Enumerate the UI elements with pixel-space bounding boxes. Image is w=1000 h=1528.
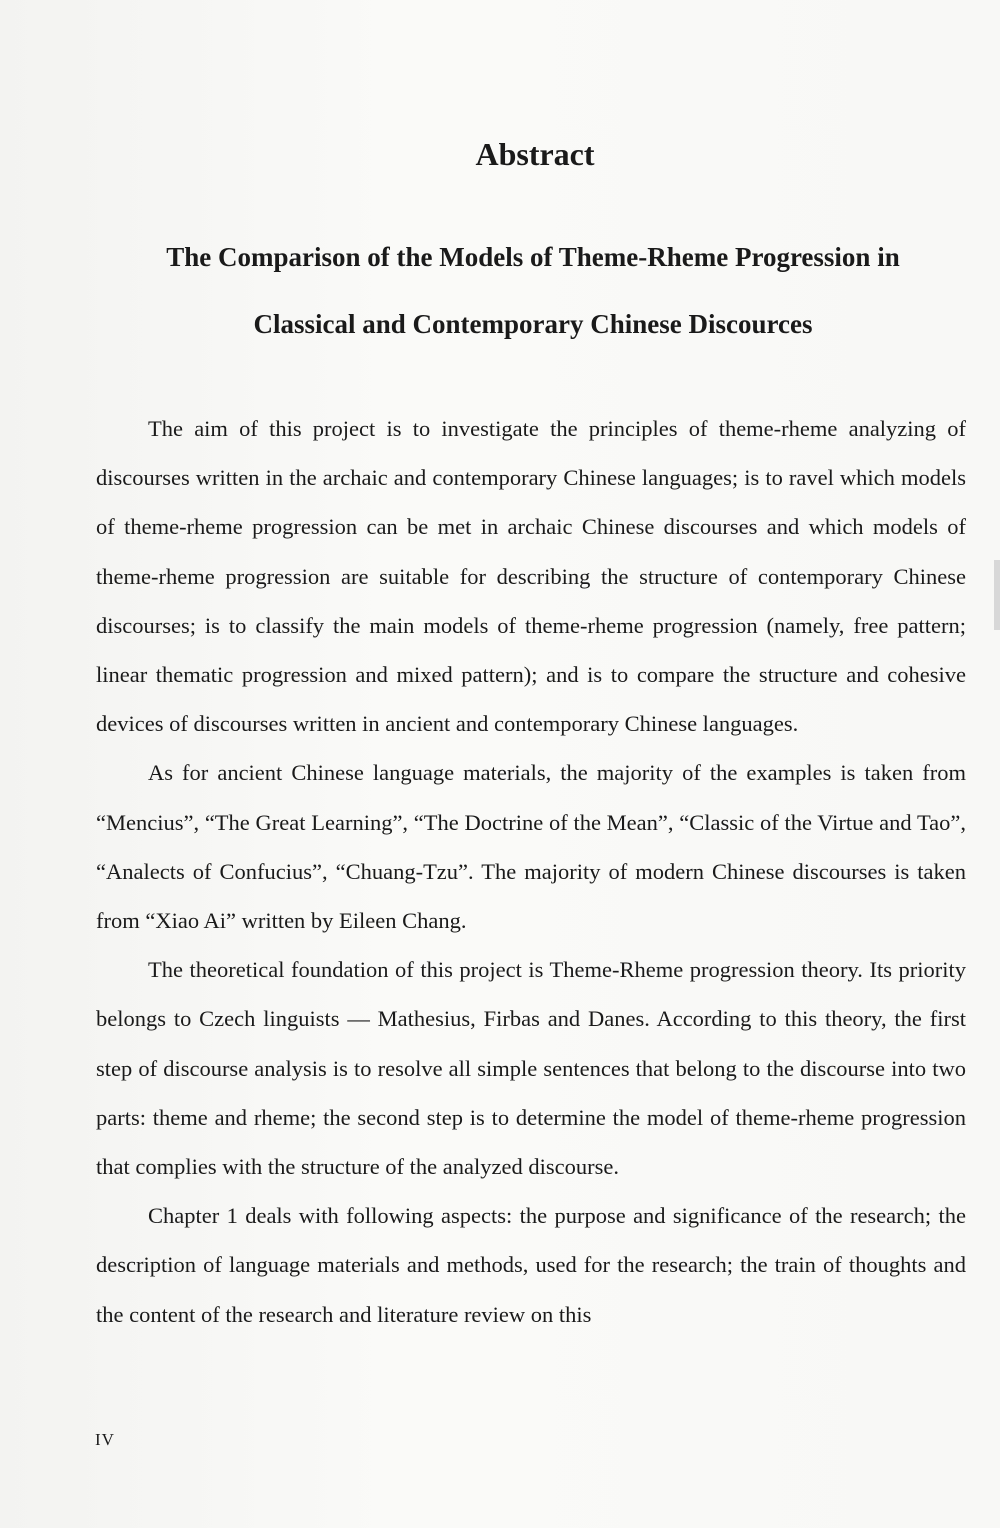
paper-title-line-2: Classical and Contemporary Chinese Discources <box>253 309 813 339</box>
paragraph-aim: The aim of this project is to investigate the principles of theme-rheme analyzing of discourses written in the archaic and contemporary Chinese languages; is to ravel which models of theme-rheme progression can be met in archaic Chinese discourses and which models of theme-rheme progression are suitable for describing the structure of contemporary Chinese discourses; is to classify the main models of theme-rheme progression (namely, free pattern; linear thematic progression and mixed pattern); and is to compare the structure and cohesive devices of discourses written in ancient and contemporary Chinese languages. <box>96 416 966 737</box>
paragraph-chapter-1: Chapter 1 deals with following aspects: the purpose and significance of the research; the description of language materials and methods, used for the research; the train of thoughts and the content of the research and literature review on this <box>96 1203 966 1327</box>
page-number: IV <box>95 1430 115 1449</box>
paragraph-materials: As for ancient Chinese language materials, the majority of the examples is taken from “Mencius”, “The Great Learning”, “The Doctrine of the Mean”, “Classic of the Virtue and Tao”, “Analects of Confucius”, “Chuang-Tzu”. The majority of modern Chinese discourses is taken from “Xiao Ai” written by Eileen Chang. <box>96 760 966 934</box>
paragraph-theory: The theoretical foundation of this project is Theme-Rheme progression theory. Its priority belongs to Czech linguists — Mathesius, Firbas and Danes. According to this theory, the first step of discourse analysis is to resolve all simple sentences that belong to the discourse into two parts: theme and rheme; the second step is to determine the model of theme-rheme progression that complies with the structure of the analyzed discourse. <box>96 957 966 1180</box>
abstract-heading: Abstract <box>475 136 595 172</box>
page-edge-shadow <box>994 560 1000 630</box>
abstract-body <box>96 404 966 1339</box>
paper-title-line-1: The Comparison of the Models of Theme-Rheme Progression in <box>166 242 900 272</box>
